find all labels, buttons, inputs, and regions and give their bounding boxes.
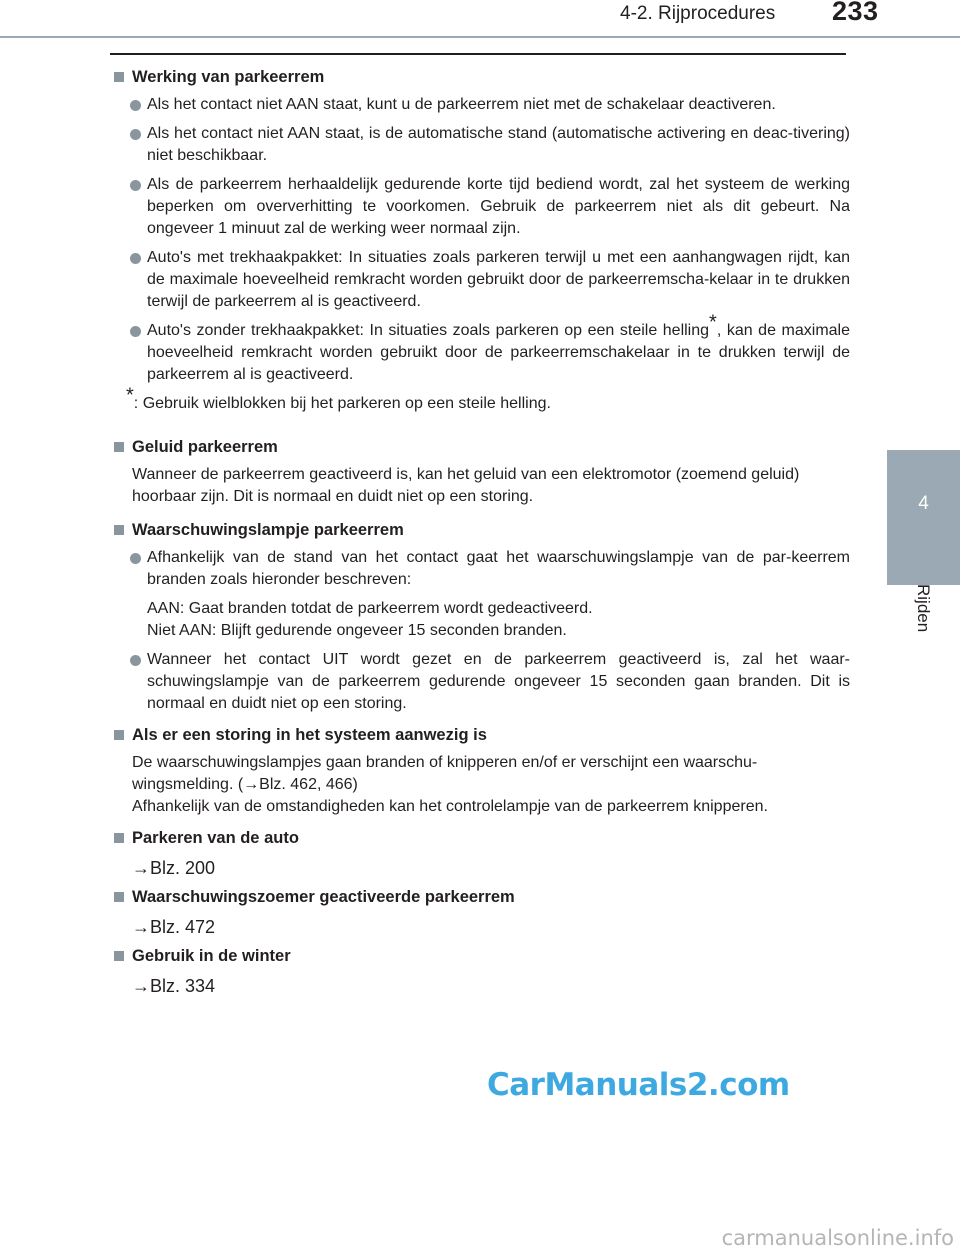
- section-title-text: Geluid parkeerrem: [132, 438, 278, 456]
- section-title: [114, 517, 850, 543]
- section-title: [114, 943, 850, 969]
- bullet-text: Als de parkeerrem herhaaldelijk gedurende korte tijd bediend wordt, zal het systeem de werking beperken om oververhitting te voorkomen. Gebruik de parkeerrem niet als dit gebeurt. Na ongeveer 1 minuut zal de werking weer normaal zijn.: [147, 176, 850, 237]
- square-bullet-icon: [114, 730, 124, 740]
- paragraph: Wanneer de parkeerrem geactiveerd is, kan het geluid van een elektromotor (zoemend geluid) hoorbaar zijn. Dit is normaal en duidt niet op een storing.: [132, 466, 800, 505]
- section-title-text: Als er een storing in het systeem aanwezig is: [132, 726, 487, 744]
- chapter-tab: [887, 450, 960, 585]
- bullet-text: Auto's zonder trekhaakpakket: In situaties zoals parkeren op een steile helling: [147, 322, 710, 339]
- paragraph-line: Afhankelijk van de omstandigheden kan het controlelampje van de parkeerrem knipperen.: [132, 798, 768, 815]
- paragraph: [114, 598, 850, 642]
- square-bullet-icon: [114, 442, 124, 452]
- section-title-text: Werking van parkeerrem: [132, 68, 325, 86]
- section-title-text: Waarschuwingslampje parkeerrem: [132, 521, 404, 539]
- bullet-item: [114, 547, 850, 591]
- bullet-text: Wanneer het contact UIT wordt gezet en de parkeerrem geactiveerd is, zal het waar-schuwingslampje van de parkeerrem gedurende ongeveer 15 seconden gaan branden. Dit is normaal en duidt niet op een storing.: [147, 651, 850, 712]
- section-title: [114, 884, 850, 910]
- page-number: 233: [832, 0, 879, 26]
- paragraph-line: wingsmelding. (→Blz. 462, 466): [132, 776, 358, 793]
- paragraph-line: De waarschuwingslampjes gaan branden of knipperen en/of er verschijnt een waarschu-: [132, 754, 758, 771]
- section-title-text: Parkeren van de auto: [132, 829, 299, 847]
- round-bullet-icon: [130, 326, 141, 337]
- footnote-text: : Gebruik wielblokken bij het parkeren op een steile helling.: [133, 395, 551, 412]
- chapter-tab-number: 4: [918, 493, 929, 514]
- square-bullet-icon: [114, 525, 124, 535]
- section-title: [114, 722, 850, 748]
- chapter-tab-label-wrap: [893, 584, 953, 654]
- bullet-item: [114, 311, 850, 386]
- footer-watermark: carmanualsonline.info: [721, 1226, 954, 1250]
- section-title: [114, 64, 850, 90]
- bullet-item: [114, 94, 850, 116]
- paragraph-line: AAN: Gaat branden totdat de parkeerrem wordt gedeactiveerd.: [147, 600, 593, 617]
- bullet-text: Afhankelijk van de stand van het contact gaat het waarschuwingslampje van de par-keerrem branden zoals hieronder beschreven:: [147, 549, 850, 588]
- bullet-item: [114, 174, 850, 240]
- bullet-text: Als het contact niet AAN staat, is de automatische stand (automatische activering en deac-tivering) niet beschikbaar.: [147, 125, 850, 164]
- section-title: [114, 434, 850, 460]
- page-reference: →Blz. 200: [132, 858, 216, 878]
- section-title-text: Waarschuwingszoemer geactiveerde parkeerrem: [132, 888, 515, 906]
- round-bullet-icon: [130, 180, 141, 191]
- bullet-text: Als het contact niet AAN staat, kunt u de parkeerrem niet met de schakelaar deactiveren.: [147, 96, 776, 113]
- footnote-marker: *: [709, 311, 717, 334]
- chapter-tab-label: Rijden: [914, 584, 933, 633]
- footnote-marker: *: [126, 384, 134, 407]
- square-bullet-icon: [114, 833, 124, 843]
- bullet-text: , kan de maximale hoeveelheid remkracht worden gebruikt door de parkeerremschakelaar in te drukken terwijl de parkeerrem al is geactiveerd.: [147, 322, 850, 383]
- page-content: [114, 64, 850, 1002]
- round-bullet-icon: [130, 253, 141, 264]
- square-bullet-icon: [114, 951, 124, 961]
- bullet-text: Auto's met trekhaakpakket: In situaties zoals parkeren terwijl u met een aanhangwagen rijdt, kan de maximale hoeveelheid remkracht worden gebruikt door de parkeerremscha-kelaar in te drukken terwijl de parkeerrem al is geactiveerd.: [147, 249, 850, 310]
- watermark-logo: CarManuals2.com: [487, 1067, 790, 1103]
- content-top-rule: [110, 53, 846, 55]
- bullet-item: [114, 123, 850, 167]
- round-bullet-icon: [130, 655, 141, 666]
- paragraph: [114, 752, 850, 818]
- section-title-text: Gebruik in de winter: [132, 947, 291, 965]
- round-bullet-icon: [130, 100, 141, 111]
- section-title: [114, 825, 850, 851]
- page-reference: →Blz. 334: [132, 976, 216, 996]
- round-bullet-icon: [130, 553, 141, 564]
- header-divider: [0, 36, 960, 38]
- square-bullet-icon: [114, 892, 124, 902]
- footnote: [114, 384, 850, 415]
- bullet-item: [114, 649, 850, 715]
- running-header-section: 4-2. Rijprocedures: [620, 3, 776, 24]
- bullet-item: [114, 247, 850, 313]
- paragraph-line: Niet AAN: Blijft gedurende ongeveer 15 seconden branden.: [147, 622, 567, 639]
- page-reference: →Blz. 472: [132, 917, 216, 937]
- square-bullet-icon: [114, 72, 124, 82]
- round-bullet-icon: [130, 129, 141, 140]
